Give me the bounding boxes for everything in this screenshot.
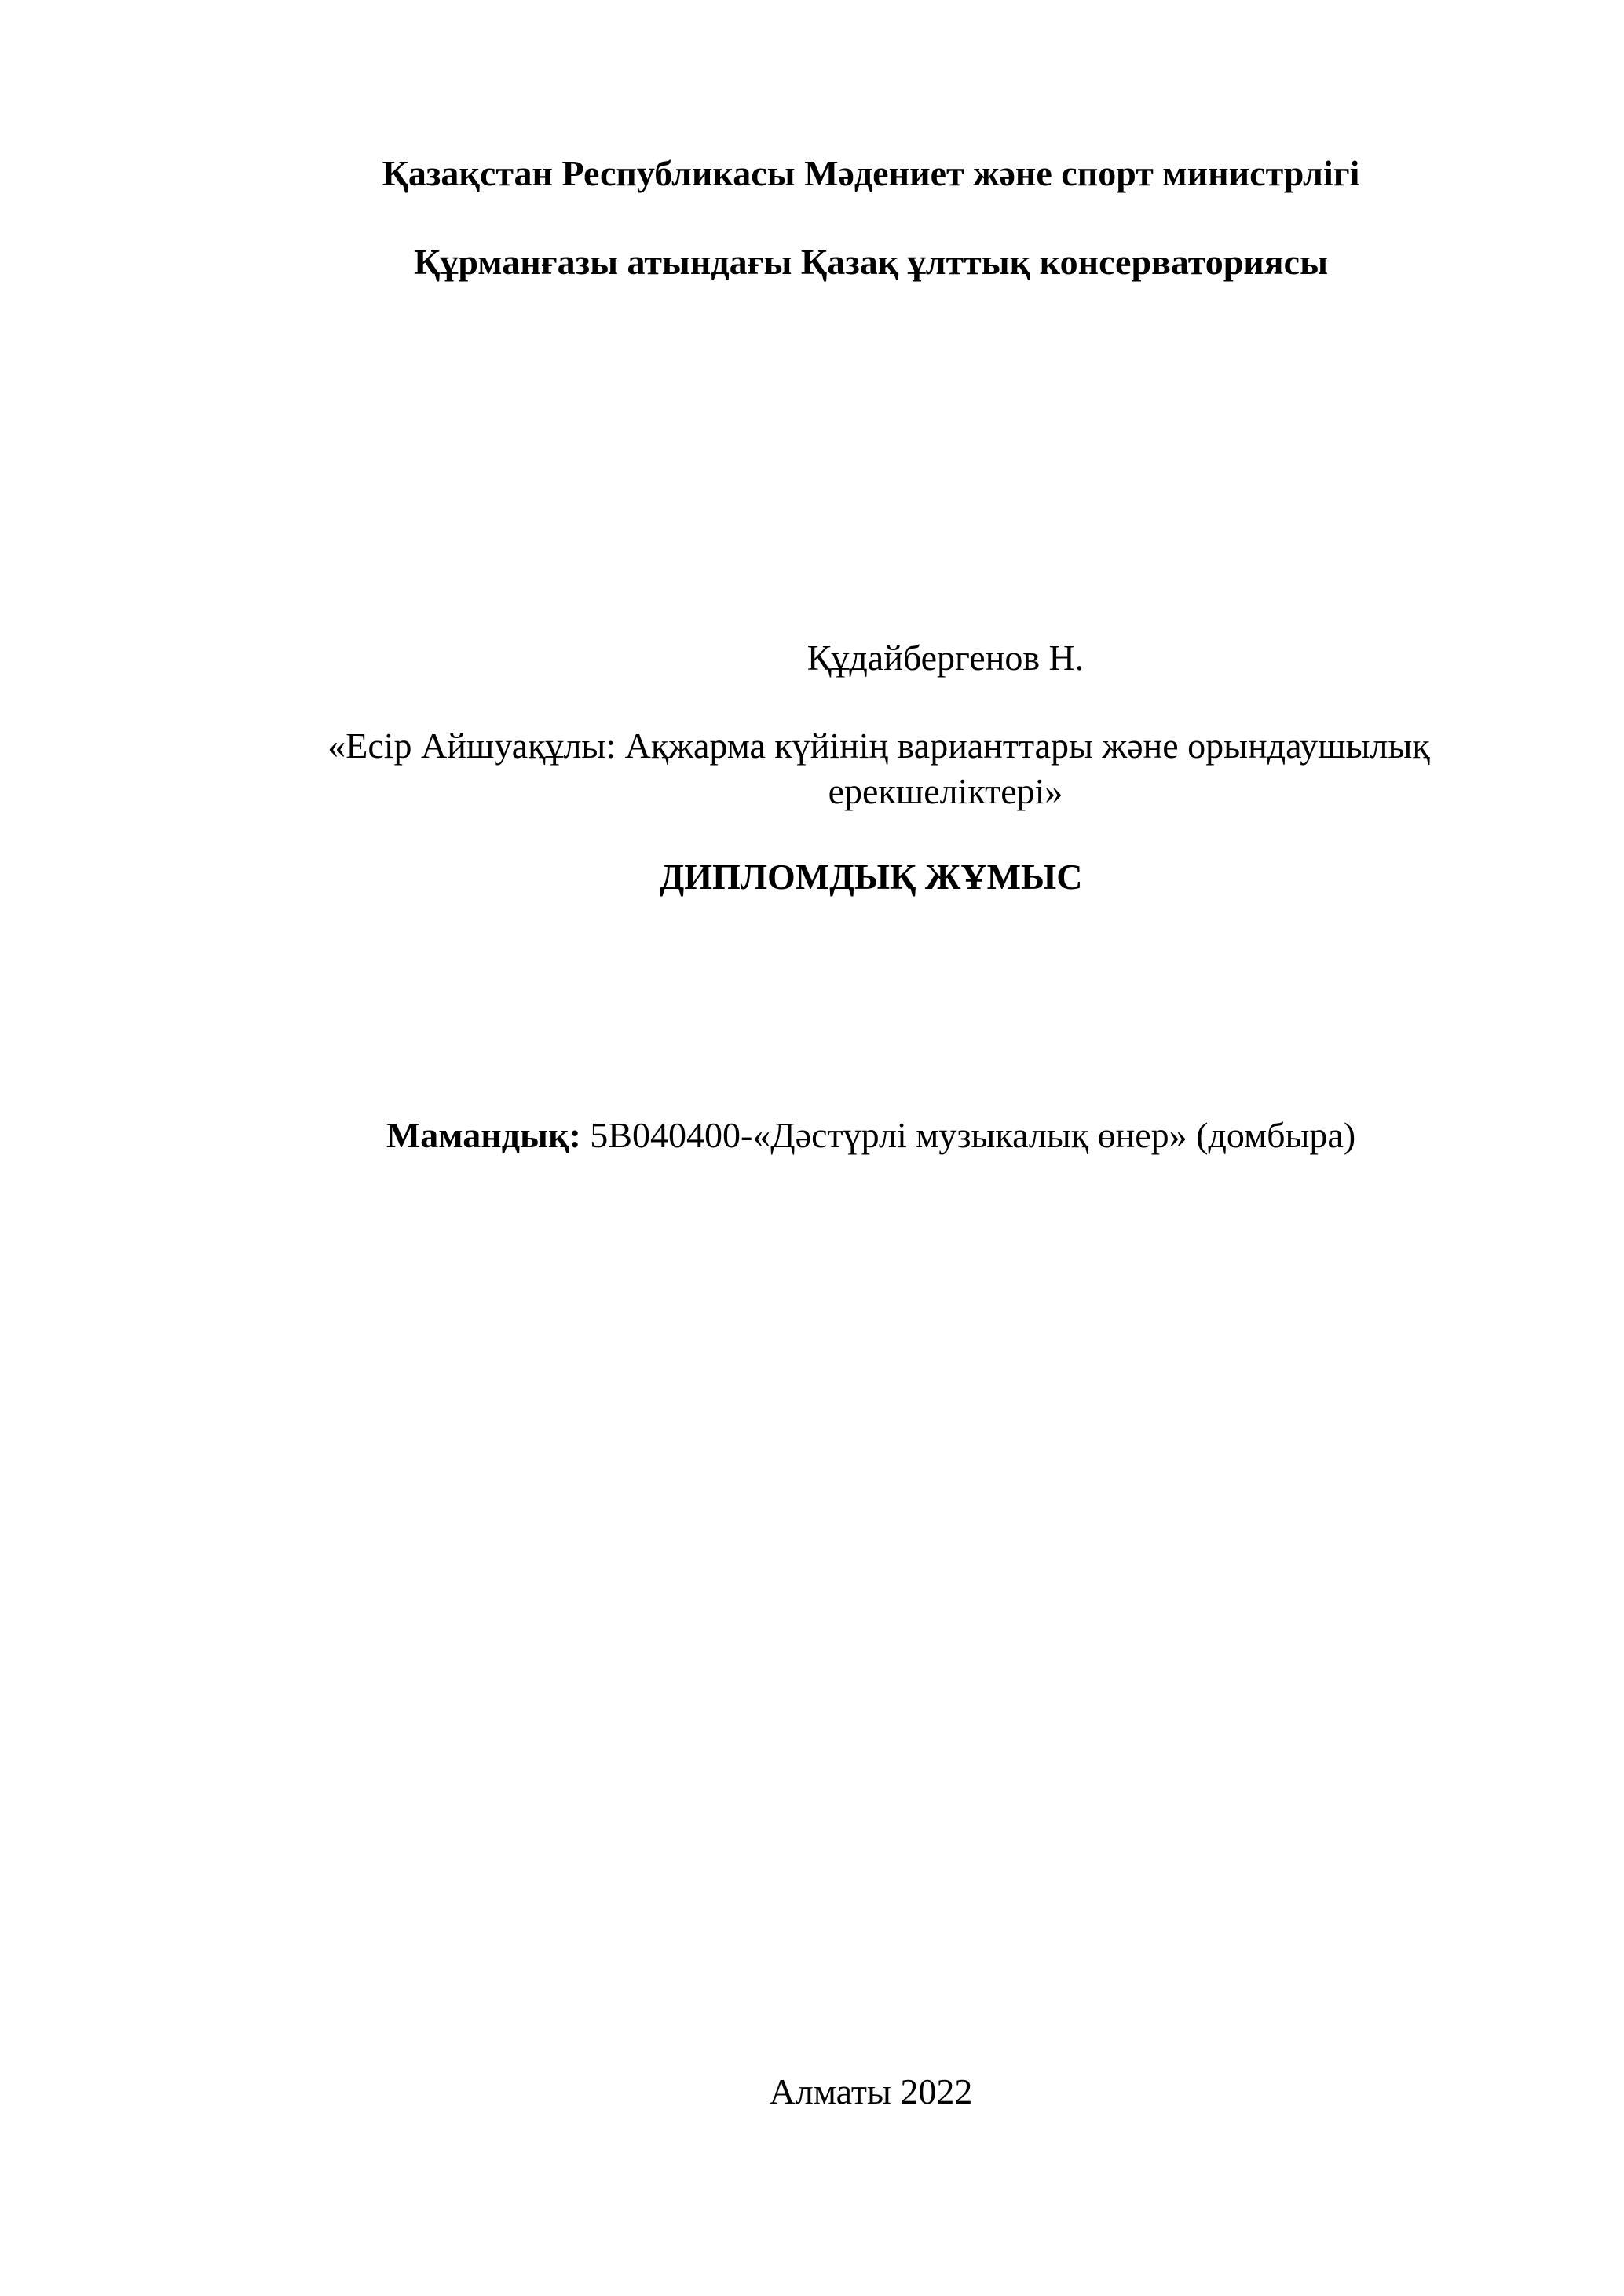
ministry-heading: Қазақстан Республикасы Мәдениет және спорт министрлігі: [382, 153, 1360, 193]
specialty-label: Мамандық:: [386, 1115, 581, 1155]
author-name: Құдайбергенов Н.: [807, 638, 1084, 678]
specialty-value: 5В040400-«Дәстүрлі музыкалық өнер» (домбыра): [590, 1115, 1356, 1155]
thesis-title-line-2: ерекшеліктері»: [828, 771, 1063, 811]
work-type-heading: ДИПЛОМДЫҚ ЖҰМЫС: [659, 857, 1083, 897]
institution-heading: Құрманғазы атындағы Қазақ ұлттық консерваториясы: [413, 242, 1329, 282]
specialty-line: [59, 1117, 1624, 1153]
thesis-title-line-1: «Есір Айшуақұлы: Ақжарма күйінің варианттары және орындаушылық: [327, 726, 1430, 766]
city-year: Алматы 2022: [769, 2071, 973, 2111]
